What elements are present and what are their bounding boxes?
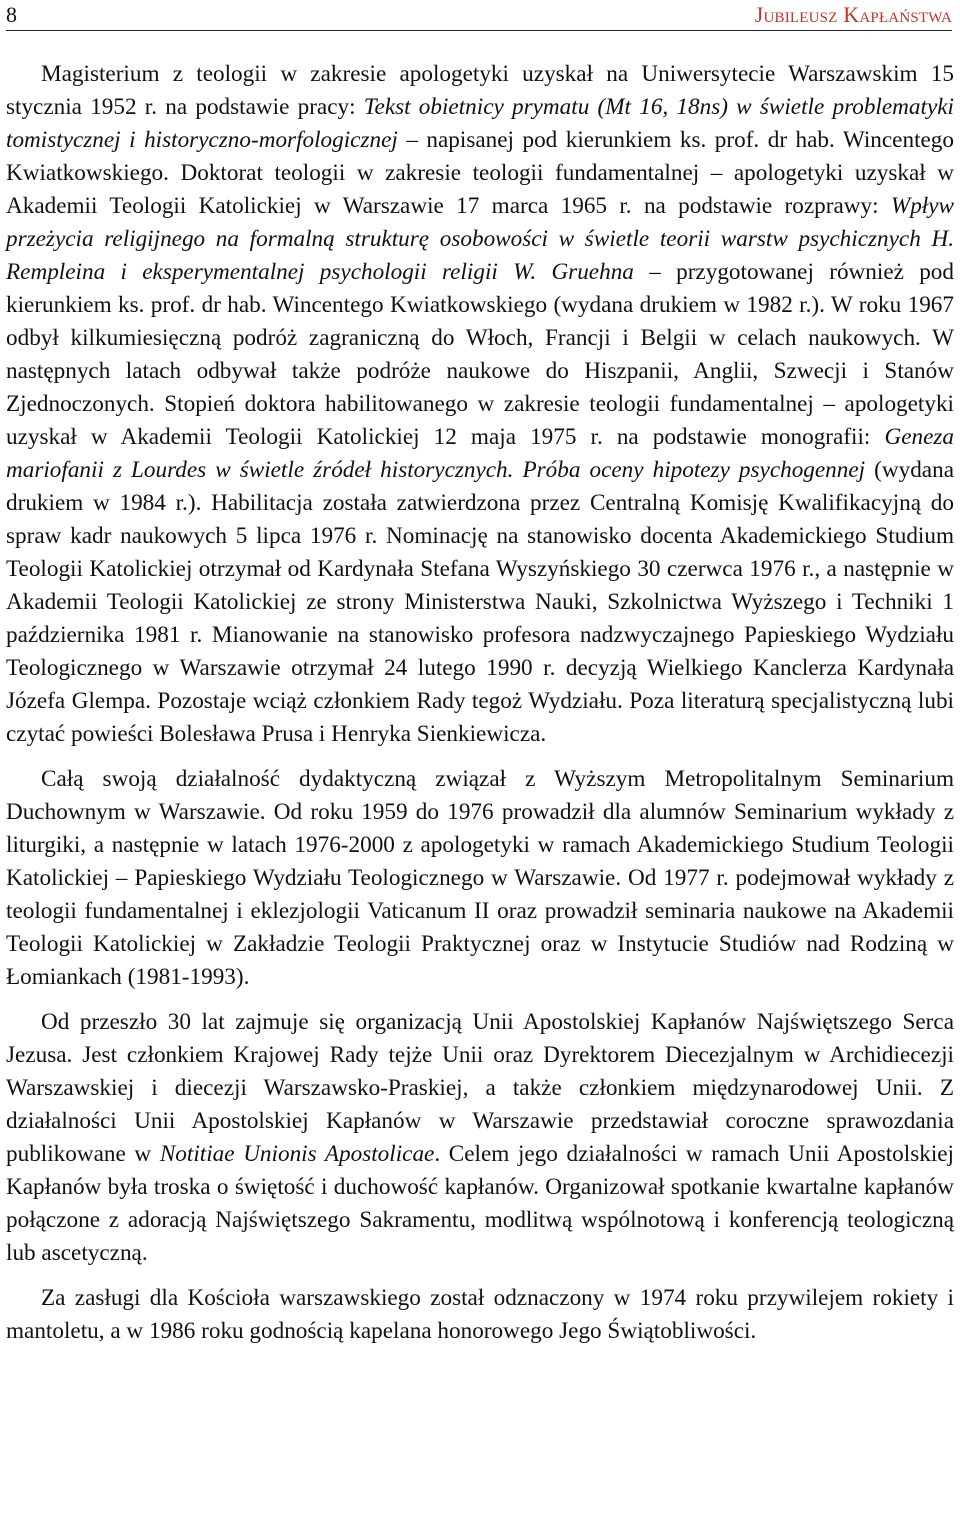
header-title: Jubileusz Kapłaństwa [754,2,952,27]
paragraph-teaching: Całą swoją działalność dydaktyczną związał z Wyższym Metropolitalnym Seminarium Duchownym w Warszawie. Od roku 1959 do 1976 prowadził dla alumnów Seminarium wykłady z liturgiki, a następnie w latach 1976-2000 z apologetyki w ramach Akademickiego Studium Teologii Katolickiej – Papieskiego Wydziału Teologicznego w Warszawie. Od 1977 r. podejmował wykłady z teologii fundamentalnej i eklezjologii Vaticanum II oraz prowadził seminaria naukowe na Akademii Teologii Katolickiej w Zakładzie Teologii Praktycznej oraz w Instytucie Studiów nad Rodziną w Łomiankach (1981-1993). [6,766,954,990]
text-span: – przygotowanej również pod kierunkiem ks. prof. dr hab. Wincentego Kwiatkowskiego (wydana drukiem w 1982 r.). W roku 1967 odbył kilkumiesięczną podróż zagraniczną do Włoch, Francji i Belgii w celach naukowych. W następnych latach odbywał także podróże naukowe do Hiszpanii, Anglii, Szwecji i Stanów Zjednoczonych. Stopień doktora habilitowanego w zakresie teologii fundamentalnej – apologetyki uzyskał w Akademii Teologii Katolickiej 12 maja 1975 r. na podstawie monografii: [6,259,954,450]
text-span: (wydana drukiem w 1984 r.). Habilitacja została zatwierdzona przez Centralną Komisję Kwalifikacyjną do spraw kadr naukowych 5 lipca 1976 r. Nominację na stanowisko docenta Akademickiego Studium Teologii Katolickiej otrzymał od Kardynała Stefana Wyszyńskiego 30 czerwca 1976 r., a następnie w Akademii Teologii Katolickiej ze strony Ministerstwa Nauki, Szkolnictwa Wyższego i Techniki 1 października 1981 r. Mianowanie na stanowisko profesora nadzwyczajnego Papieskiego Wydziału Teologicznego w Warszawie otrzymał 24 lutego 1990 r. decyzją Wielkiego Kanclerza Kardynała Józefa Glempa. Pozostaje wciąż członkiem Rady tegoż Wydziału. Poza literaturą specjalistyczną lubi czytać powieści Bolesława Prusa i Henryka Sienkiewicza. [6,457,954,747]
thesis-title-doctorate: Wpływ przeżycia religijnego na formalną strukturę osobowości w świetle teorii warstw psychicznych H. Rempleina i eksperymentalnej psychologii religii W. Gruehna [6,193,954,285]
publication-title: Notitiae Unionis Apostolicae [159,1141,435,1167]
page-number: 8 [6,2,17,27]
paragraph-education [6,58,954,751]
text-span: . Celem jego działalności w ramach Unii Apostolskiej Kapłanów była troska o świętość i duchowość kapłanów. Organizował spotkanie kwartalne kapłanów połączone z adoracją Najświętszego Sakramentu, modlitwą wspólnotową i konferencją teologiczną lub ascetyczną. [6,1141,954,1266]
thesis-title-master: Tekst obietnicy prymatu (Mt 16, 18ns) w świetle problematyki tomistycznej i historyczno-morfologicznej [6,94,954,153]
text-span: – napisanej pod kierunkiem ks. prof. dr hab. Wincentego Kwiatkowskiego. Doktorat teologii w zakresie teologii fundamentalnej – apologetyki uzyskał w Akademii Teologii Katolickiej w Warszawie 17 marca 1965 r. na podstawie rozprawy: [6,127,954,219]
running-header [6,0,952,31]
paragraph-honors: Za zasługi dla Kościoła warszawskiego został odznaczony w 1974 roku przywilejem rokiety i mantoletu, a w 1986 roku godnością kapelana honorowego Jego Świątobliwości. [6,1285,954,1344]
monograph-title: Geneza mariofanii z Lourdes w świetle źródeł historycznych. Próba oceny hipotezy psychogennej [6,424,954,483]
body-text [6,58,954,1348]
paragraph-apostolic-union [6,1006,954,1270]
text-span: Magisterium z teologii w zakresie apologetyki uzyskał na Uniwersytecie Warszawskim 15 stycznia 1952 r. na podstawie pracy: [6,61,954,120]
text-span: Od przeszło 30 lat zajmuje się organizacją Unii Apostolskiej Kapłanów Najświętszego Serca Jezusa. Jest członkiem Krajowej Rady tejże Unii oraz Dyrektorem Diecezjalnym w Archidiecezji Warszawskiej i diecezji Warszawsko-Praskiej, a także członkiem międzynarodowej Unii. Z działalności Unii Apostolskiej Kapłanów w Warszawie przedstawiał coroczne sprawozdania publikowane w [6,1009,954,1167]
